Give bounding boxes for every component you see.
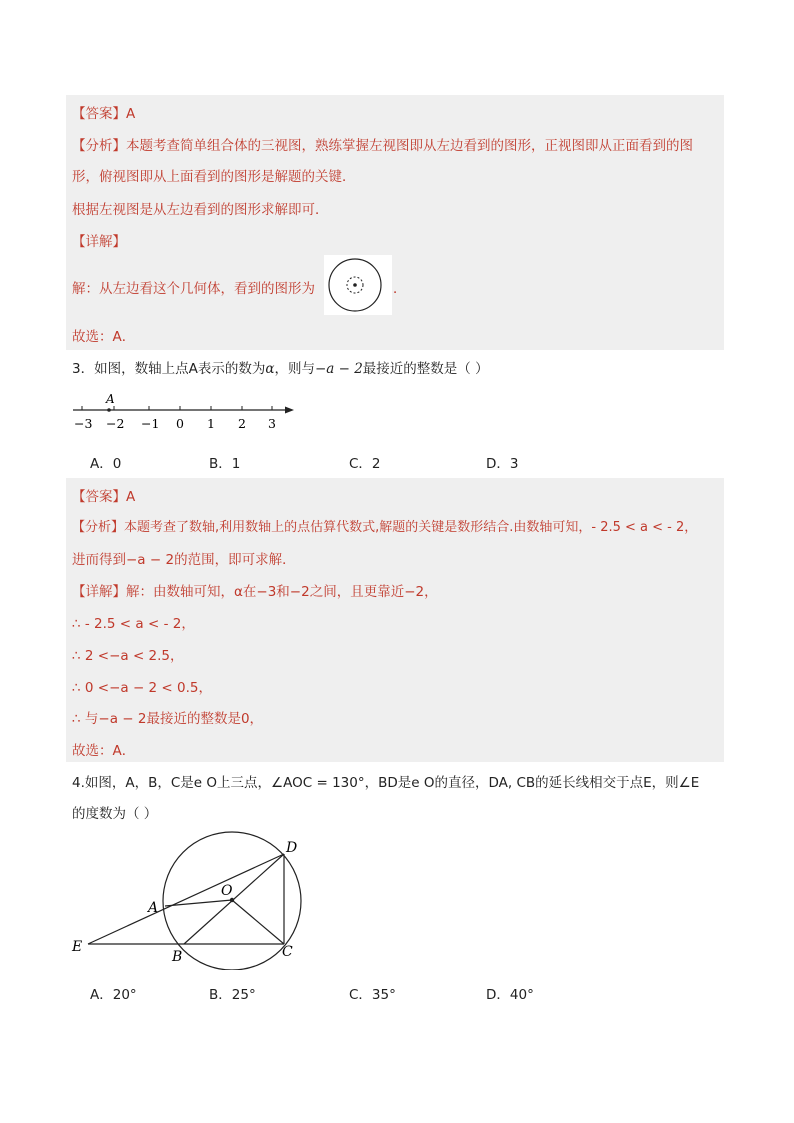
label-e: E — [72, 939, 83, 955]
question-4-stem-2: 的度数为（ ） — [72, 806, 158, 822]
label-d: D — [286, 840, 298, 856]
step-3: ∴ 0 <−a − 2 < 0.5， — [72, 680, 213, 696]
line-e-d — [88, 854, 284, 944]
option-d[interactable]: D．40° — [486, 987, 534, 1003]
choose-line: 故选：A． — [72, 743, 136, 759]
tick-label: 2 — [238, 416, 246, 431]
tick-label: −1 — [141, 416, 160, 431]
answer-label: 【答案】A — [72, 489, 136, 505]
detail-line-1: 解：从左边看这个几何体，看到的图形为 — [72, 281, 315, 297]
label-b: B — [172, 949, 183, 965]
tick-label: −2 — [106, 416, 125, 431]
left-view-figure — [324, 255, 392, 315]
circle-geometry-figure — [66, 830, 326, 970]
step-2: ∴ 2 <−a < 2.5， — [72, 648, 184, 664]
option-b[interactable]: B．1 — [209, 456, 241, 472]
question-4-stem-1: 4.如图，A，B，C是e O上三点，∠AOC = 130°，BD是e O的直径，DA, CB的延长线相交于点E，则∠E — [72, 775, 700, 791]
answer-label: 【答案】A — [72, 106, 136, 122]
analysis-line-2: 进而得到−a − 2的范围，即可求解． — [72, 552, 296, 568]
analysis-line-1: 【分析】本题考查了数轴,利用数轴上的点估算代数式,解题的关键是数形结合.由数轴可知，- 2.5 < a < - 2， — [72, 520, 698, 535]
label-c: C — [282, 944, 293, 960]
label-a: A — [148, 900, 159, 916]
question-3-stem: 3．如图，数轴上点A表示的数为α，则与−a − 2最接近的整数是（ ） — [72, 361, 489, 377]
analysis-line-1: 【分析】本题考查简单组合体的三视图，熟练掌握左视图即从左边看到的图形，正视图即从正面看到的图 — [72, 138, 693, 154]
option-b[interactable]: B．25° — [209, 987, 256, 1003]
analysis-line-3: 根据左视图是从左边看到的图形求解即可． — [72, 202, 329, 218]
tick-label: 1 — [207, 416, 215, 431]
detail-line-1: 【详解】解：由数轴可知，α在−3和−2之间，且更靠近−2， — [72, 584, 438, 600]
option-a[interactable]: A．0 — [90, 456, 122, 472]
step-1: ∴ - 2.5 < a < - 2， — [72, 616, 195, 632]
line-b-d — [184, 854, 284, 944]
detail-label: 【详解】 — [72, 234, 126, 250]
line-o-c — [232, 900, 284, 944]
line-a-o — [165, 900, 232, 906]
option-d[interactable]: D．3 — [486, 456, 519, 472]
option-c[interactable]: C．35° — [349, 987, 396, 1003]
detail-line-1-end: ． — [393, 281, 407, 297]
option-a[interactable]: A．20° — [90, 987, 137, 1003]
step-4: ∴ 与−a − 2最接近的整数是0， — [72, 711, 264, 727]
point-a-label: A — [106, 392, 115, 406]
tick-label: 0 — [176, 416, 184, 431]
number-line — [66, 390, 298, 435]
analysis-line-2: 形，俯视图即从上面看到的图形是解题的关键． — [72, 169, 356, 185]
option-c[interactable]: C．2 — [349, 456, 381, 472]
tick-label: 3 — [268, 416, 276, 431]
tick-label: −3 — [74, 416, 93, 431]
choose-line: 故选：A． — [72, 329, 136, 345]
point-a-dot — [107, 408, 111, 412]
label-o: O — [221, 883, 233, 899]
